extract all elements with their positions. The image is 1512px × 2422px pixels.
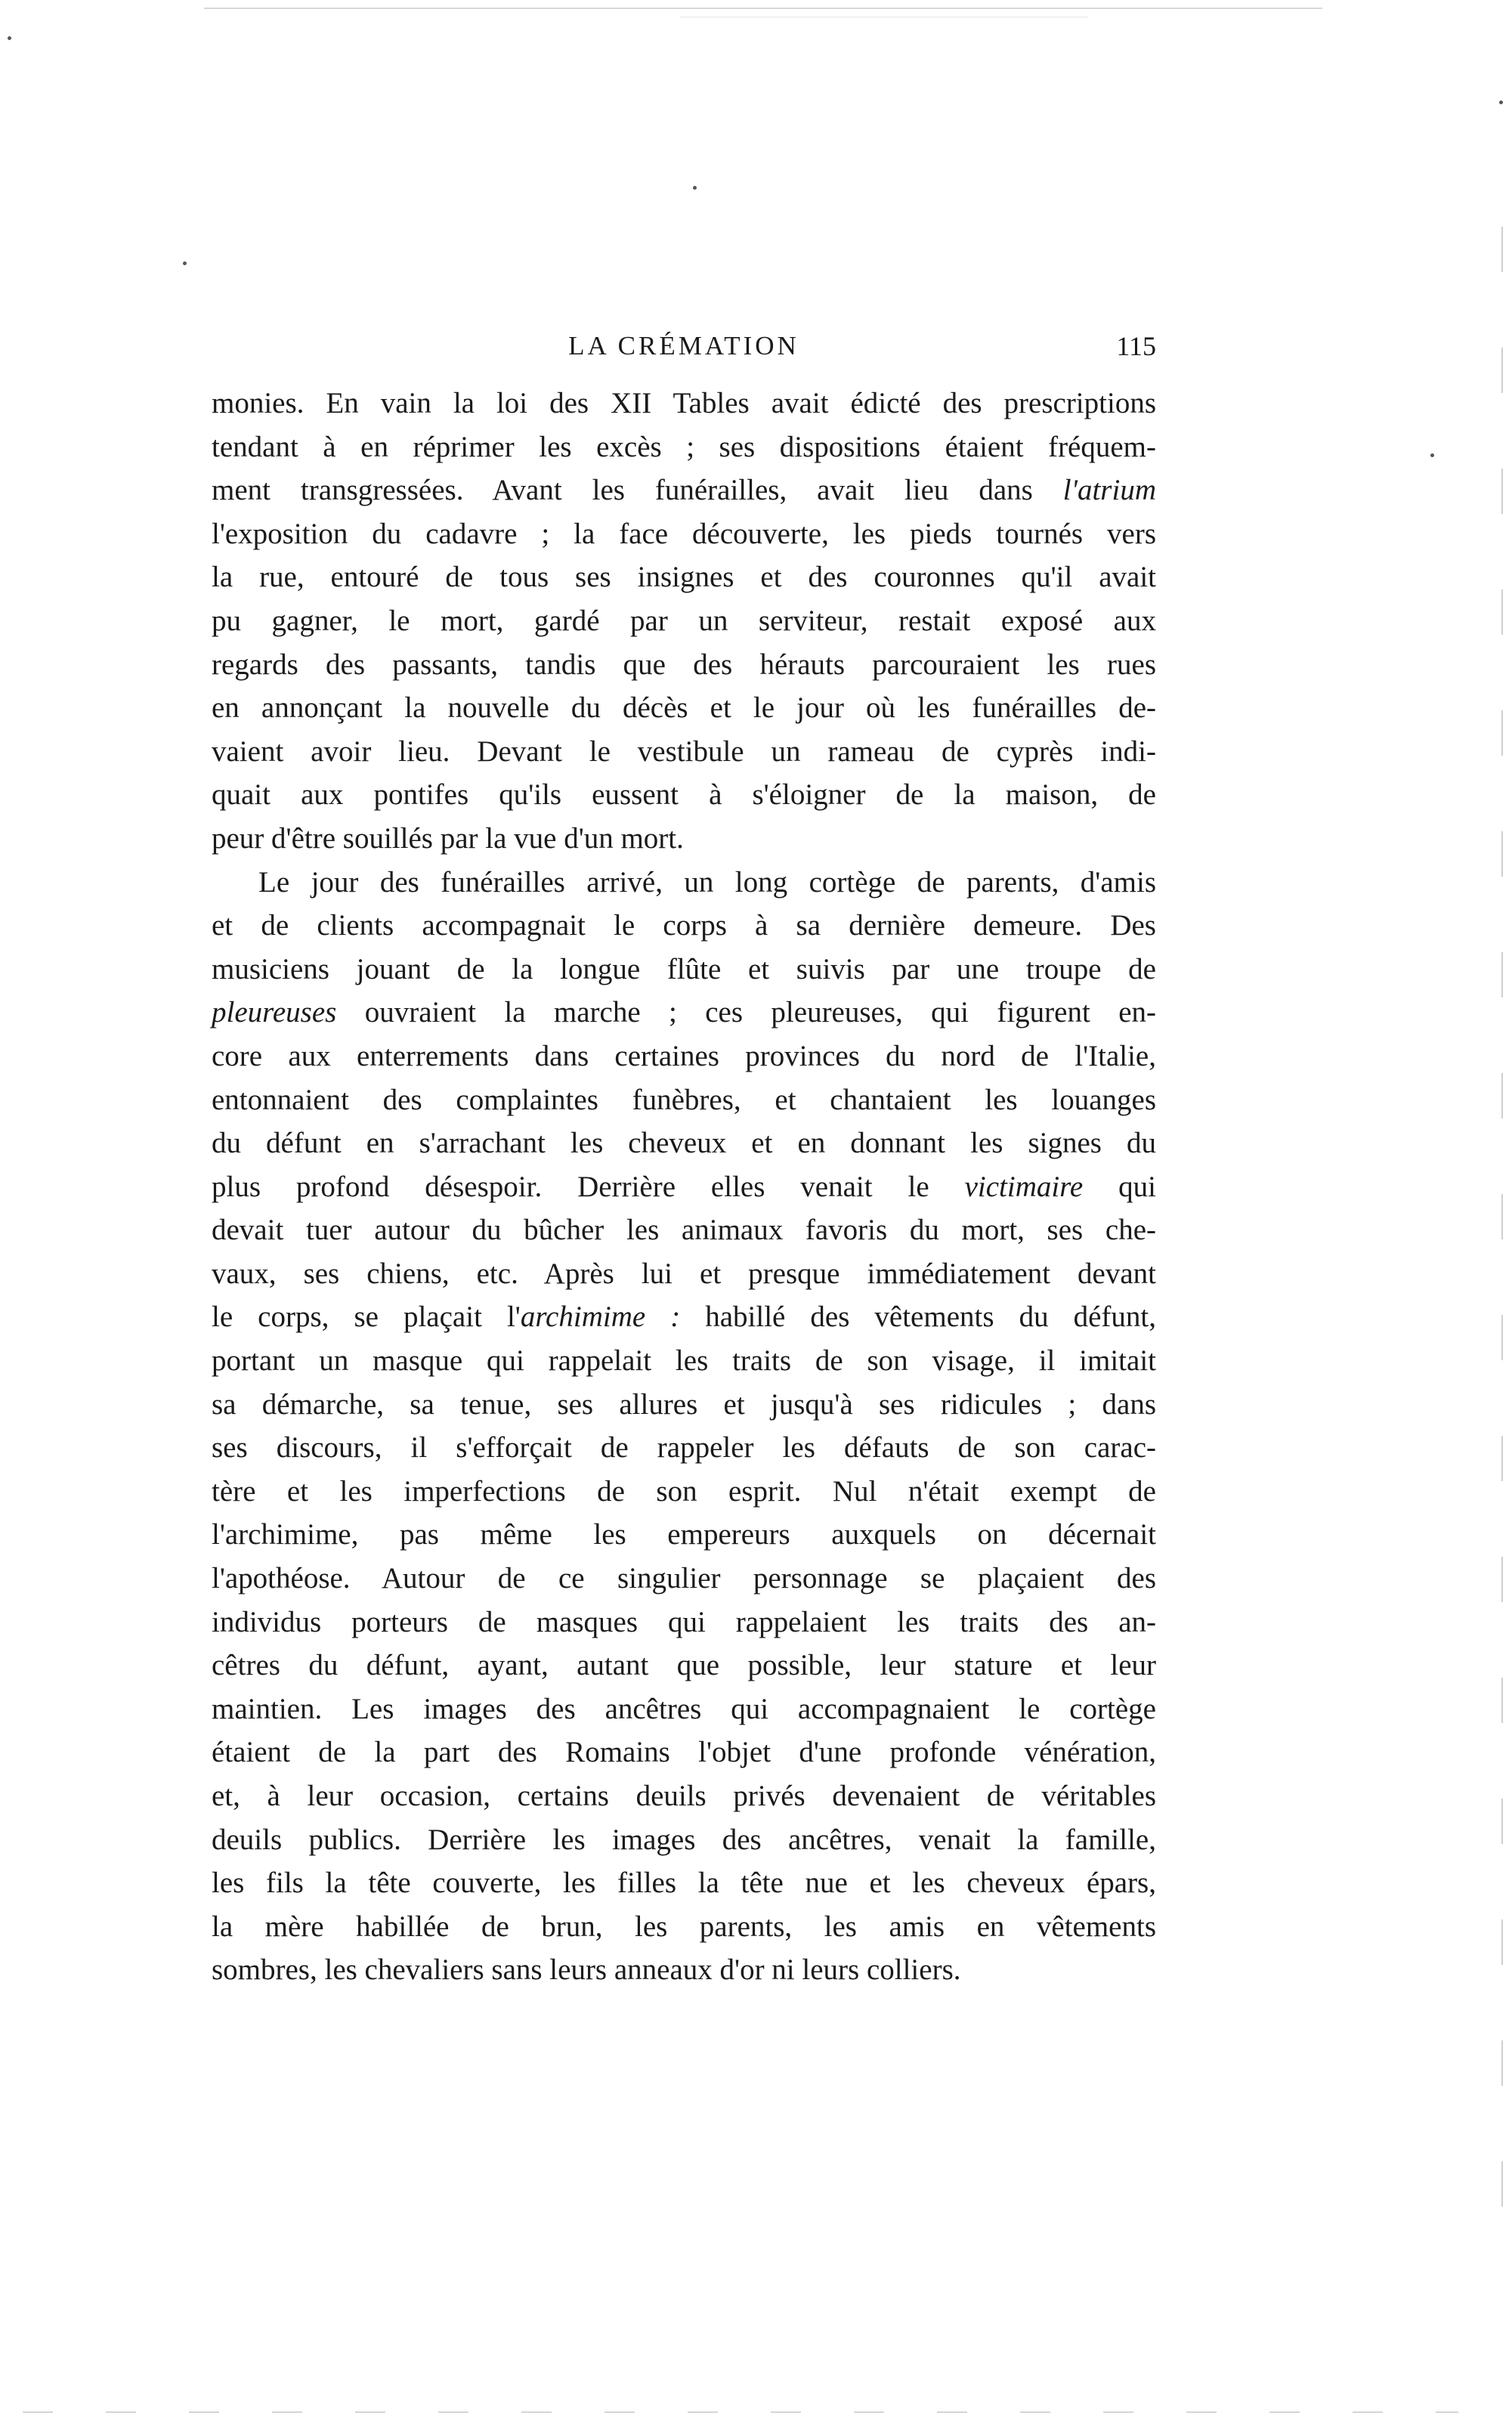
text-run: qui	[1083, 1170, 1156, 1203]
text-line	[212, 1078, 1156, 1122]
text-run: en annonçant la nouvelle du décès et le jour où les funérailles de-	[212, 691, 1156, 725]
italic-term: pleureuses	[212, 996, 337, 1029]
italic-term: victimaire	[964, 1170, 1084, 1203]
scan-edge-right	[1501, 227, 1503, 2267]
text-line	[212, 1644, 1156, 1687]
text-line	[212, 1557, 1156, 1601]
text-run: plus profond désespoir. Derrière elles venait le	[212, 1170, 965, 1203]
page-number: 115	[1116, 331, 1156, 361]
text-run: l'exposition du cadavre ; la face découverte, les pieds tournés vers	[212, 517, 1156, 550]
text-line	[212, 1252, 1156, 1296]
text-line	[212, 1687, 1156, 1731]
text-run: regards des passants, tandis que des hérauts parcouraient les rues	[212, 648, 1156, 681]
text-line	[212, 643, 1156, 687]
text-run: ses discours, il s'efforçait de rappeler les défauts de son carac-	[212, 1431, 1156, 1465]
text-run: vaux, ses chiens, etc. Après lui et presque immédiatement devant	[212, 1257, 1156, 1290]
text-run: maintien. Les images des ancêtres qui accompagnaient le cortège	[212, 1692, 1156, 1725]
text-line	[212, 991, 1156, 1035]
text-line	[212, 599, 1156, 643]
text-run: le corps, se plaçait l'	[212, 1301, 521, 1334]
text-line	[212, 1601, 1156, 1644]
text-line	[212, 1513, 1156, 1557]
text-run: Le jour des funérailles arrivé, un long cortège de parents, d'amis	[258, 865, 1156, 899]
scan-speck	[8, 36, 11, 40]
page-header	[212, 323, 1156, 369]
text-line	[212, 1035, 1156, 1078]
text-run: ouvraient la marche ; ces pleureuses, qui figurent en-	[336, 996, 1156, 1029]
text-line	[212, 1818, 1156, 1862]
text-run: l'archimime, pas même les empereurs auxquels on décernait	[212, 1518, 1156, 1551]
text-line	[212, 1295, 1156, 1339]
text-line	[212, 904, 1156, 948]
text-line	[212, 1121, 1156, 1165]
text-run: musiciens jouant de la longue flûte et suivis par une troupe de	[212, 952, 1156, 985]
text-run: et de clients accompagnait le corps à sa dernière demeure. Des	[212, 909, 1156, 942]
text-run: entonnaient des complaintes funèbres, et chantaient les louanges	[212, 1083, 1156, 1116]
text-run: deuils publics. Derrière les images des ancêtres, venait la famille,	[212, 1823, 1156, 1856]
text-line	[212, 817, 1156, 861]
text-line	[212, 1861, 1156, 1905]
text-run: portant un masque qui rappelait les traits de son visage, il imitait	[212, 1344, 1156, 1378]
text-run: devait tuer autour du bûcher les animaux favoris du mort, ses che-	[212, 1214, 1156, 1247]
text-line	[212, 1774, 1156, 1818]
text-line	[212, 1905, 1156, 1949]
text-line	[212, 948, 1156, 991]
scan-speck	[1499, 101, 1503, 104]
scan-speck	[183, 261, 187, 265]
text-line	[212, 1948, 1156, 1992]
text-run: vaient avoir lieu. Devant le vestibule un rameau de cyprès indi-	[212, 735, 1156, 768]
text-run: sa démarche, sa tenue, ses allures et jusqu'à ses ridicules ; dans	[212, 1387, 1156, 1421]
text-run: tendant à en réprimer les excès ; ses dispositions étaient fréquem-	[212, 430, 1156, 463]
text-run: et, à leur occasion, certains deuils privés devenaient de véritables	[212, 1780, 1156, 1812]
text-run: quait aux pontifes qu'ils eussent à s'éloigner de la maison, de	[212, 778, 1156, 812]
text-line	[212, 555, 1156, 599]
text-line	[212, 773, 1156, 817]
text-line	[212, 1165, 1156, 1209]
text-run: ment transgressées. Avant les funérailles, avait lieu dans	[212, 474, 1063, 507]
body-text	[212, 382, 1156, 1992]
text-run: les fils la tête couverte, les filles la tête nue et les cheveux épars,	[212, 1867, 1156, 1900]
text-run: core aux enterrements dans certaines provinces du nord de l'Italie,	[212, 1039, 1156, 1072]
text-run: sombres, les chevaliers sans leurs anneaux d'or ni leurs colliers.	[212, 1953, 961, 1987]
text-run: monies. En vain la loi des XII Tables avait édicté des prescriptions	[212, 387, 1156, 419]
italic-term: l'atrium	[1062, 474, 1156, 507]
text-run: pu gagner, le mort, gardé par un serviteur, restait exposé aux	[212, 604, 1156, 637]
scan-speck	[693, 186, 697, 190]
text-line	[212, 512, 1156, 556]
text-run: habillé des vêtements du défunt,	[680, 1301, 1156, 1334]
text-run: peur d'être souillés par la vue d'un mort.	[212, 821, 684, 855]
text-run: du défunt en s'arrachant les cheveux et en donnant les signes du	[212, 1127, 1156, 1160]
scan-edge-bottom	[23, 2411, 1458, 2413]
text-line	[212, 730, 1156, 774]
text-line	[212, 1339, 1156, 1383]
text-run: tère et les imperfections de son esprit. Nul n'était exempt de	[212, 1474, 1156, 1508]
text-run: l'apothéose. Autour de ce singulier personnage se plaçaient des	[212, 1562, 1156, 1595]
text-line	[212, 1383, 1156, 1427]
text-line	[212, 1731, 1156, 1774]
paragraph	[212, 861, 1156, 1992]
paragraph	[212, 382, 1156, 861]
running-title: LA CRÉMATION	[568, 331, 799, 360]
scan-speck	[1430, 453, 1434, 457]
text-line	[212, 1470, 1156, 1514]
text-line	[212, 1208, 1156, 1252]
text-line	[212, 469, 1156, 512]
text-run: étaient de la part des Romains l'objet d'une profonde vénération,	[212, 1736, 1156, 1769]
text-line	[212, 425, 1156, 469]
text-line	[212, 1426, 1156, 1470]
text-run: la rue, entouré de tous ses insignes et des couronnes qu'il avait	[212, 561, 1156, 594]
text-line	[212, 686, 1156, 730]
text-line	[212, 382, 1156, 425]
text-line	[212, 861, 1156, 905]
text-run: individus porteurs de masques qui rappelaient les traits des an-	[212, 1605, 1156, 1638]
scan-edge-top	[204, 8, 1322, 9]
text-run: cêtres du défunt, ayant, autant que possible, leur stature et leur	[212, 1649, 1156, 1682]
text-run: la mère habillée de brun, les parents, les amis en vêtements	[212, 1910, 1156, 1943]
italic-term: archimime :	[520, 1301, 681, 1334]
